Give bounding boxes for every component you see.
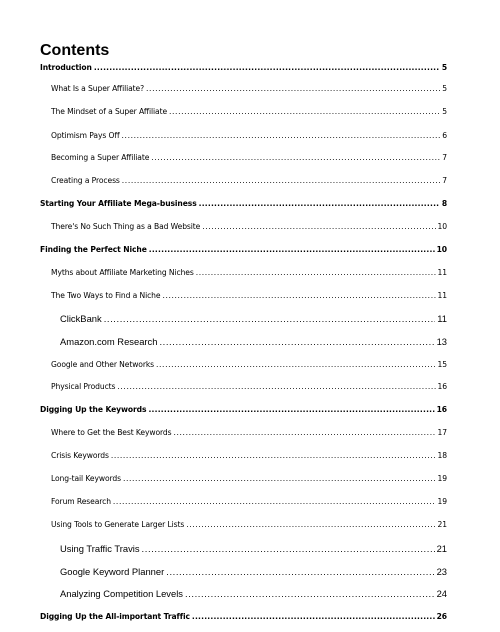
toc-dot-leader bbox=[142, 543, 435, 554]
toc-dot-leader bbox=[192, 612, 435, 621]
toc-entry[interactable] bbox=[60, 588, 447, 602]
page-title: Contents bbox=[40, 42, 110, 59]
toc-entry-page-number: 26 bbox=[436, 612, 447, 621]
toc-entry[interactable] bbox=[40, 612, 447, 626]
toc-dot-leader bbox=[149, 245, 435, 254]
toc-dot-leader bbox=[94, 63, 440, 72]
toc-entry[interactable] bbox=[40, 199, 447, 213]
toc-entry[interactable] bbox=[51, 107, 447, 121]
toc-dot-leader bbox=[122, 176, 440, 185]
toc-entry[interactable] bbox=[60, 543, 447, 557]
toc-entry-page-number: 10 bbox=[437, 222, 447, 231]
toc-entry-title: Digging Up the Keywords bbox=[40, 405, 147, 414]
toc-entry-title: Long-tail Keywords bbox=[51, 474, 121, 483]
toc-entry-page-number: 21 bbox=[436, 543, 447, 554]
toc-entry-page-number: 5 bbox=[442, 84, 447, 93]
toc-entry-page-number: 11 bbox=[437, 291, 447, 300]
toc-dot-leader bbox=[122, 131, 441, 140]
toc-entry[interactable] bbox=[60, 313, 447, 327]
toc-dot-leader bbox=[123, 474, 436, 483]
toc-entry-page-number: 10 bbox=[436, 245, 447, 254]
toc-dot-leader bbox=[169, 107, 440, 116]
toc-entry[interactable] bbox=[51, 131, 447, 145]
toc-entry-page-number: 18 bbox=[437, 451, 447, 460]
toc-entry-title: Digging Up the All-important Traffic bbox=[40, 612, 190, 621]
toc-entry-page-number: 13 bbox=[436, 336, 447, 347]
toc-entry[interactable] bbox=[60, 336, 447, 350]
toc-entry-title: Crisis Keywords bbox=[51, 451, 109, 460]
toc-entry[interactable] bbox=[51, 474, 447, 488]
toc-entry[interactable] bbox=[51, 222, 447, 236]
toc-entry[interactable] bbox=[51, 520, 447, 534]
toc-entry-page-number: 5 bbox=[442, 107, 447, 116]
toc-entry-page-number: 16 bbox=[436, 405, 447, 414]
toc-entry-title: The Two Ways to Find a Niche bbox=[51, 291, 161, 300]
toc-entry[interactable] bbox=[51, 153, 447, 167]
toc-entry[interactable] bbox=[51, 84, 447, 98]
toc-dot-leader bbox=[148, 405, 434, 414]
toc-entry-title: Becoming a Super Affiliate bbox=[51, 153, 150, 162]
toc-entry-title: Introduction bbox=[40, 63, 92, 72]
toc-dot-leader bbox=[199, 199, 440, 208]
toc-entry-page-number: 19 bbox=[437, 497, 447, 506]
toc-dot-leader bbox=[151, 153, 440, 162]
toc-entry-title: What Is a Super Affiliate? bbox=[51, 84, 145, 93]
toc-entry-page-number: 11 bbox=[437, 268, 447, 277]
toc-entry-page-number: 6 bbox=[442, 131, 447, 140]
toc-entry-title: Analyzing Competition Levels bbox=[60, 588, 183, 599]
toc-entry[interactable] bbox=[40, 63, 447, 77]
toc-dot-leader bbox=[146, 84, 440, 93]
toc-entry[interactable] bbox=[51, 360, 447, 374]
toc-entry-title: There's No Such Thing as a Bad Website bbox=[51, 222, 201, 231]
toc-entry-page-number: 7 bbox=[442, 153, 447, 162]
toc-entry-title: Forum Research bbox=[51, 497, 111, 506]
toc-entry[interactable] bbox=[51, 497, 447, 511]
toc-dot-leader bbox=[117, 382, 435, 391]
toc-entry[interactable] bbox=[51, 451, 447, 465]
toc-entry-title: Creating a Process bbox=[51, 176, 120, 185]
toc-entry-title: Using Traffic Travis bbox=[60, 543, 140, 554]
toc-entry-page-number: 8 bbox=[441, 199, 447, 208]
toc-entry-title: Where to Get the Best Keywords bbox=[51, 428, 172, 437]
toc-entry[interactable] bbox=[51, 382, 447, 396]
toc-dot-leader bbox=[196, 268, 436, 277]
toc-entry-page-number: 21 bbox=[437, 520, 447, 529]
toc-entry-title: Starting Your Affiliate Mega-business bbox=[40, 199, 197, 208]
toc-entry-title: Finding the Perfect Niche bbox=[40, 245, 147, 254]
toc-entry-title: Myths about Affiliate Marketing Niches bbox=[51, 268, 194, 277]
toc-entry[interactable] bbox=[40, 405, 447, 419]
toc-entry[interactable] bbox=[51, 428, 447, 442]
toc-dot-leader bbox=[166, 566, 434, 577]
toc-entry-title: ClickBank bbox=[60, 313, 102, 324]
toc-entry-page-number: 23 bbox=[436, 566, 447, 577]
toc-entry[interactable] bbox=[51, 176, 447, 190]
toc-dot-leader bbox=[111, 451, 436, 460]
toc-entry-page-number: 24 bbox=[436, 588, 447, 599]
toc-entry-page-number: 7 bbox=[442, 176, 447, 185]
toc-entry-title: Google Keyword Planner bbox=[60, 566, 165, 577]
toc-entry-title: Amazon.com Research bbox=[60, 336, 158, 347]
toc-entry-page-number: 17 bbox=[437, 428, 447, 437]
toc-dot-leader bbox=[174, 428, 436, 437]
toc-entry[interactable] bbox=[40, 245, 447, 259]
toc-entry-title: Google and Other Networks bbox=[51, 360, 155, 369]
toc-entry-page-number: 11 bbox=[437, 313, 447, 324]
toc-dot-leader bbox=[186, 520, 435, 529]
toc-entry-page-number: 19 bbox=[437, 474, 447, 483]
toc-entry-title: The Mindset of a Super Affiliate bbox=[51, 107, 168, 116]
toc-entry[interactable] bbox=[51, 268, 447, 282]
toc-entry-page-number: 5 bbox=[441, 63, 447, 72]
toc-entry-title: Optimism Pays Off bbox=[51, 131, 120, 140]
toc-dot-leader bbox=[162, 291, 435, 300]
toc-dot-leader bbox=[113, 497, 436, 506]
toc-dot-leader bbox=[185, 588, 435, 599]
toc-entry[interactable] bbox=[51, 291, 447, 305]
toc-entry-title: Using Tools to Generate Larger Lists bbox=[51, 520, 185, 529]
toc-entry-page-number: 16 bbox=[437, 382, 447, 391]
toc-dot-leader bbox=[104, 313, 436, 324]
toc-entry-page-number: 15 bbox=[437, 360, 447, 369]
toc-dot-leader bbox=[159, 336, 434, 347]
toc-entry[interactable] bbox=[60, 566, 447, 580]
toc-entry-title: Physical Products bbox=[51, 382, 116, 391]
toc-dot-leader bbox=[202, 222, 435, 231]
toc-dot-leader bbox=[156, 360, 436, 369]
